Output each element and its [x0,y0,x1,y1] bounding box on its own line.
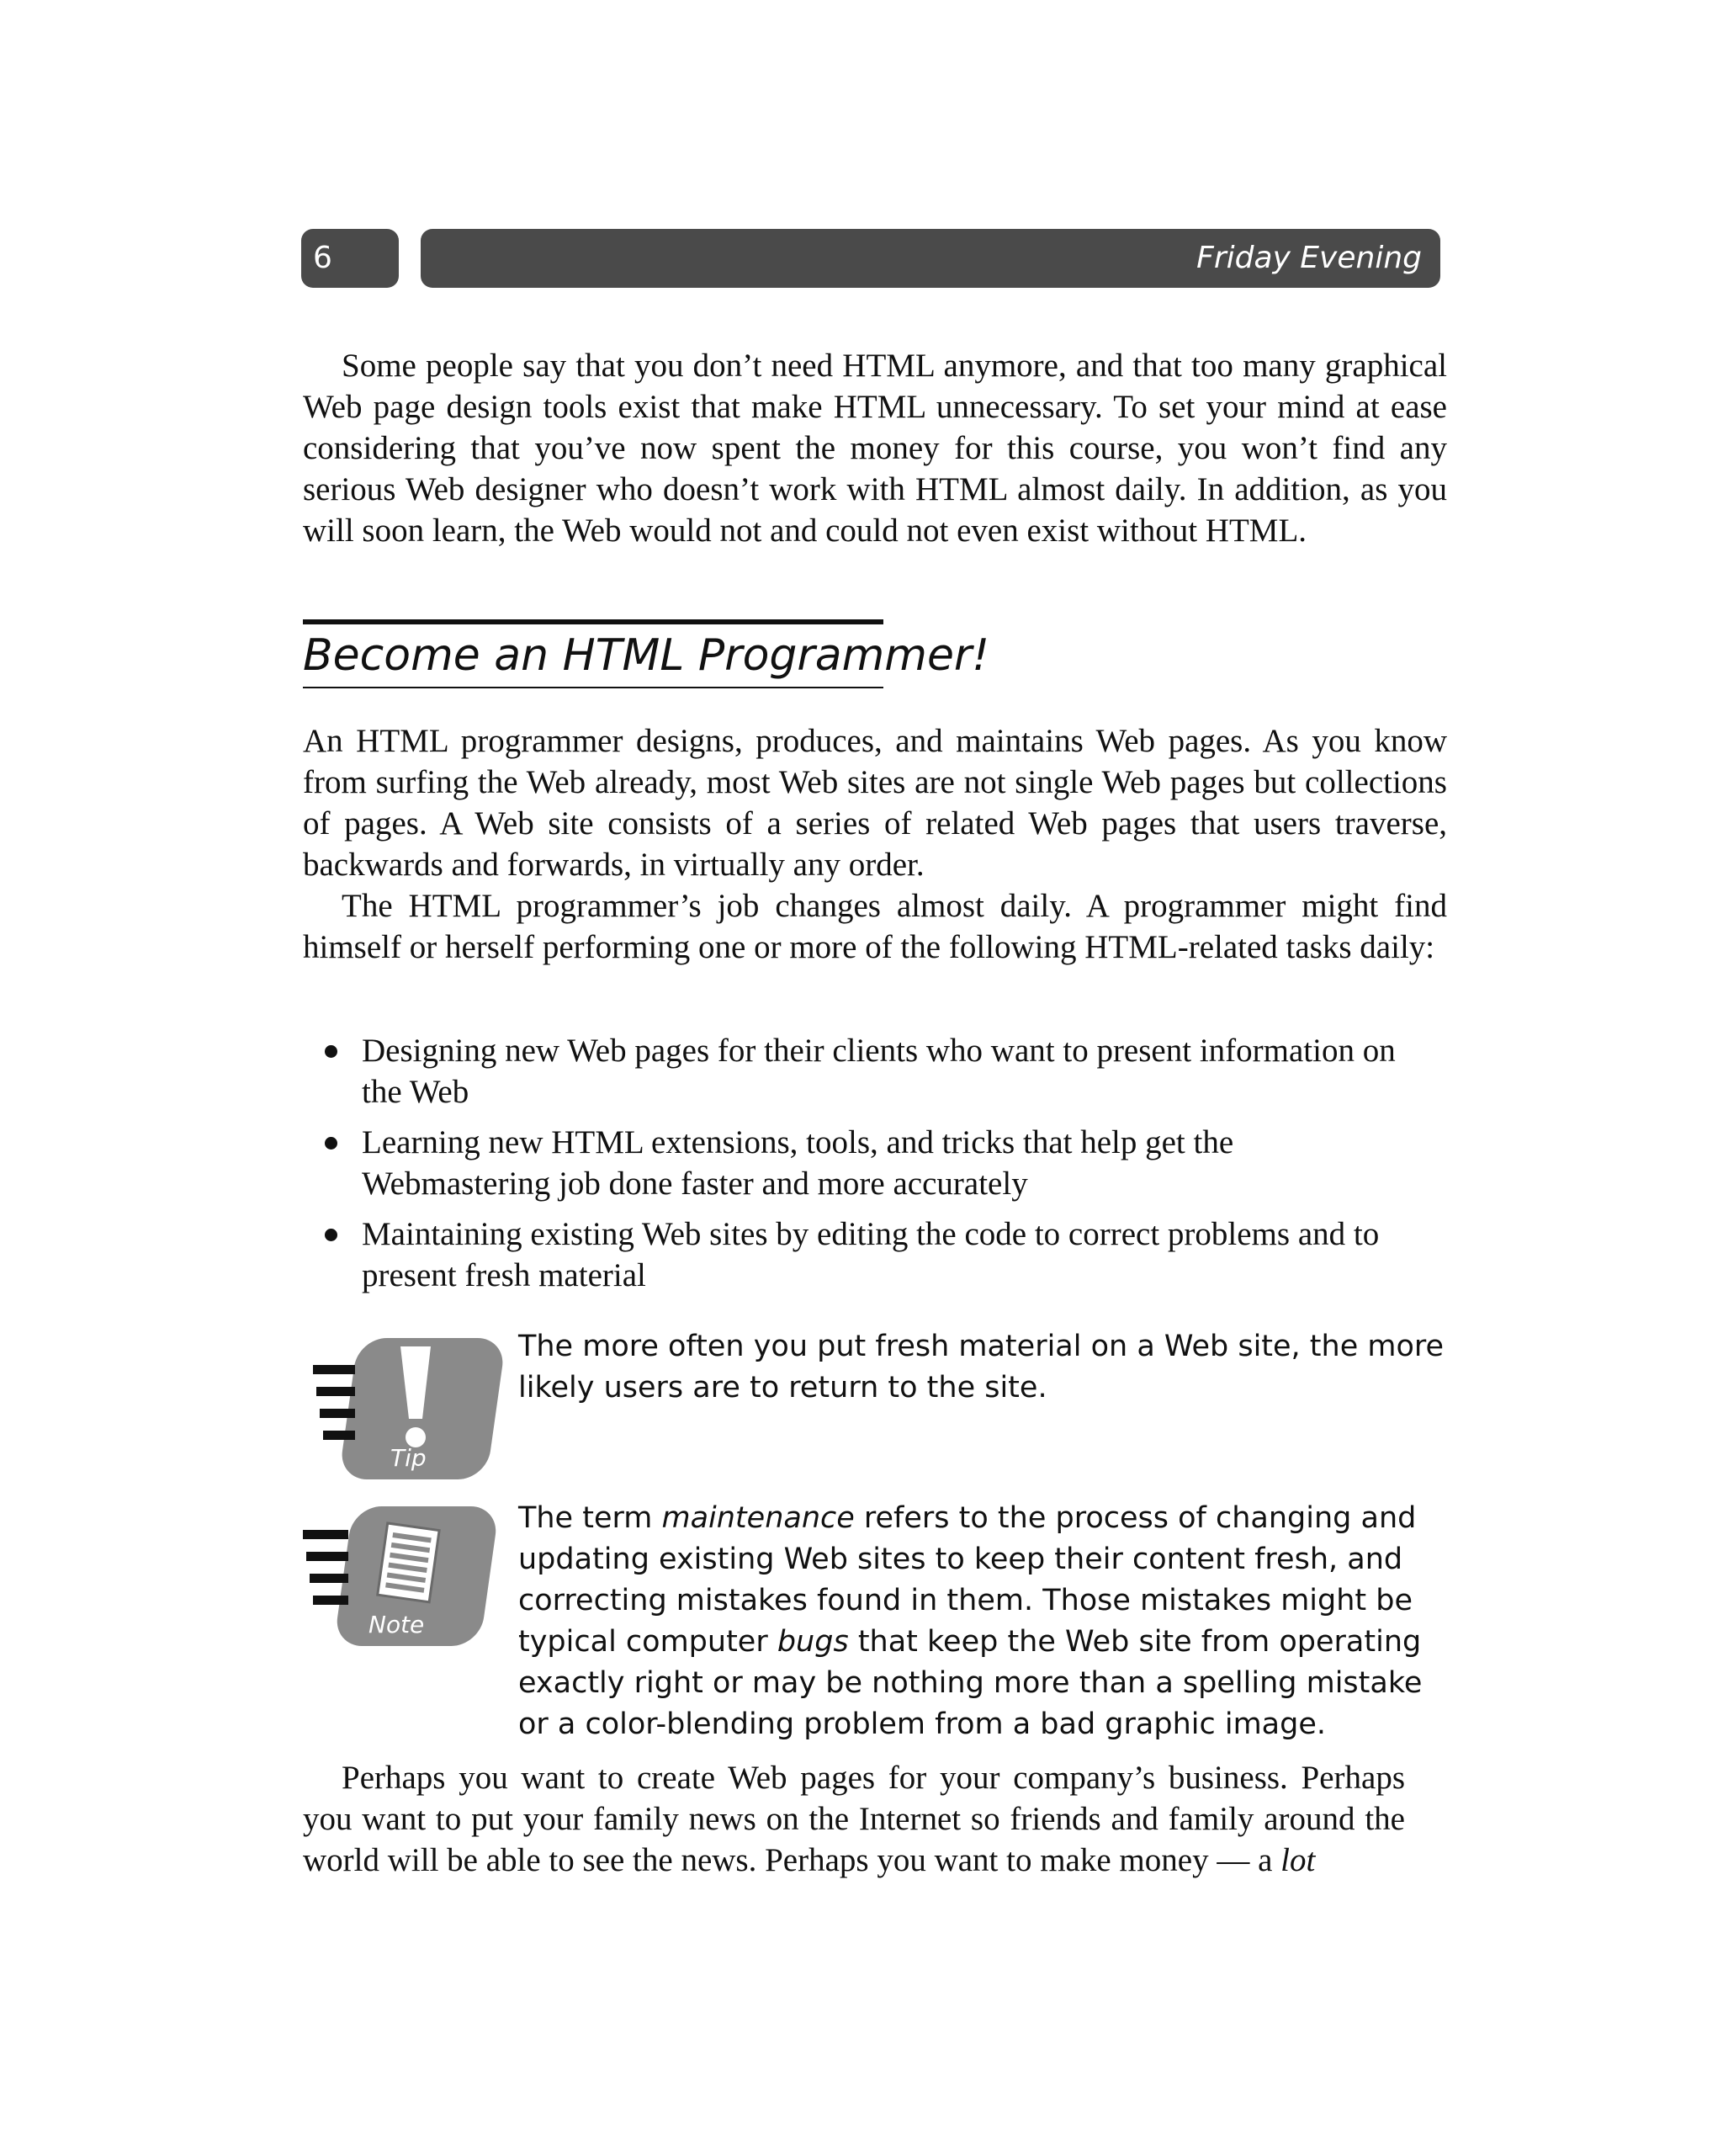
bullet-icon [325,1137,337,1150]
closing-emphasis: lot [1280,1842,1316,1878]
tip-icon-label: Tip [390,1444,427,1472]
running-title: Friday Evening [421,229,1440,288]
list-item: Learning new HTML extensions, tools, and tricks that help get the Webmastering job done faster and more accurately [303,1122,1422,1204]
note-text-block [518,1498,1444,1745]
note-term-maintenance: maintenance [661,1501,855,1535]
tip-text: The more often you put fresh material on a Web site, the more likely users are to return to the site. [518,1330,1445,1405]
list-item: Maintaining existing Web sites by editing the code to correct problems and to present fresh material [303,1213,1422,1296]
list-item: Designing new Web pages for their clients who want to present information on the Web [303,1030,1422,1113]
closing-paragraph-block [303,1757,1405,1881]
section-paragraph-2: The HTML programmer’s job changes almost daily. A programmer might find himself or herself performing one or more of the following HTML-related tasks daily: [303,888,1447,965]
note-icon-label: Note [368,1611,425,1638]
note-icon [300,1506,493,1649]
tip-text-block [518,1326,1452,1409]
bullet-icon [325,1229,337,1241]
section-paragraph-1: An HTML programmer designs, produces, and maintains Web pages. As you know from surfing the Web already, most Web sites are not single Web pages but collections of pages. A Web site consists of a series of related Web pages that users traverse, backwards and forwards, in virtually any order. [303,723,1447,883]
heading-rule [303,619,883,624]
note-text: The term maintenance refers to the process of changing and updating existing Web sites to keep their content fresh, and correcting mistakes found in them. Those mistakes might be typical computer bugs that keep the Web site from operating exactly right or may be nothing more than a spelling mistake or a color-blending problem from a bad graphic image. [518,1501,1423,1741]
section-body [303,720,1447,968]
tip-icon [305,1338,496,1479]
task-list [303,1030,1422,1305]
note-term-bugs: bugs [777,1625,849,1659]
section-heading: Become an HTML Programmer! [303,628,883,688]
page-number: 6 [301,229,399,288]
intro-paragraph: Some people say that you don’t need HTML anymore, and that too many graphical Web page design tools exist that make HTML unnecessary. To set your mind at ease considering that you’ve now spent the money for this course, you won’t find any serious Web designer who doesn’t work with HTML almost daily. In addition, as you will soon learn, the Web would not and could not even exist without HTML. [303,348,1447,549]
closing-paragraph: Perhaps you want to create Web pages for your company’s business. Perhaps you want to put your family news on the Internet so friends and family around the world will be able to see the news. Perhaps you want to make money — a lot [303,1760,1405,1878]
intro-paragraph-block [303,345,1447,551]
bullet-icon [325,1045,337,1058]
